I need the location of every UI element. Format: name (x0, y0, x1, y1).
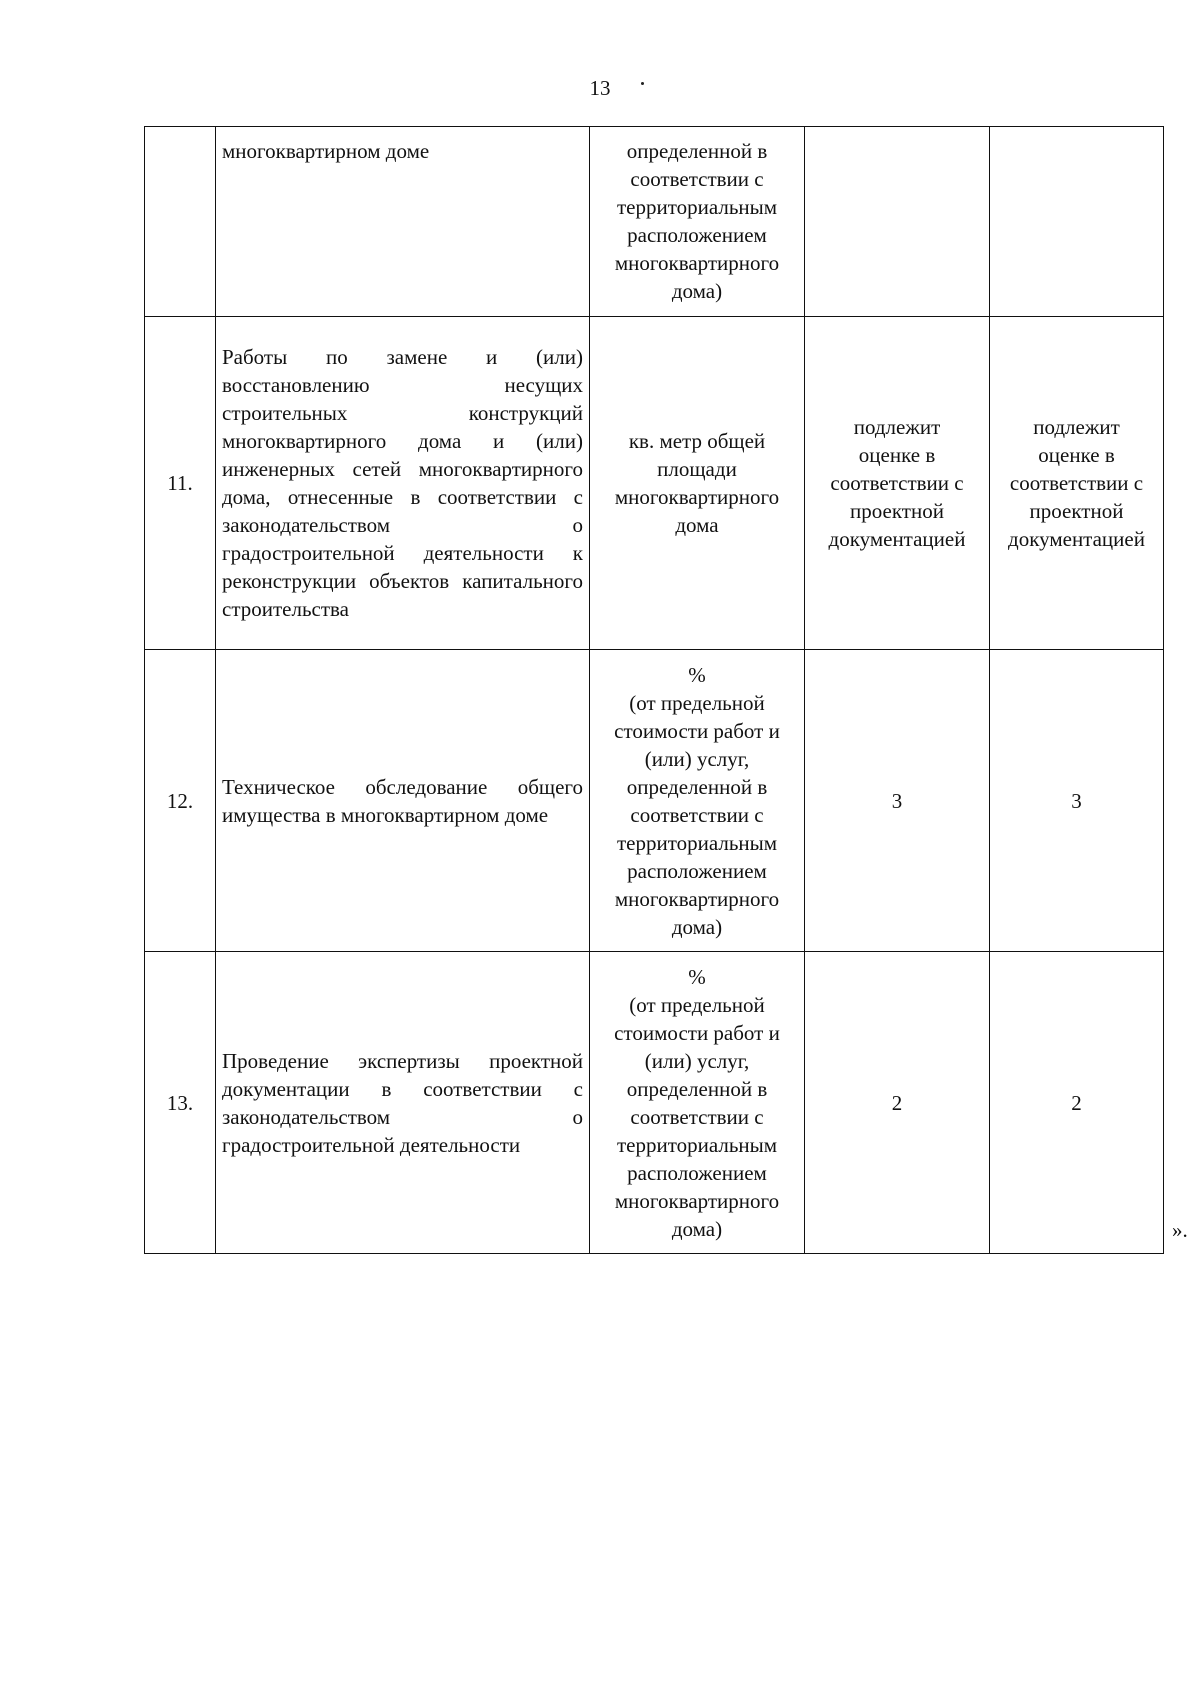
cell-line: расположением (627, 858, 767, 883)
cell-line: расположением (627, 223, 767, 247)
cell-line: подлежит (1033, 415, 1120, 439)
table-row-continuation (145, 127, 1164, 317)
cell-line: многоквартирного (614, 251, 780, 275)
cell-line: определенной в (626, 774, 768, 799)
work-name: Проведение экспертизы проектной документации в соответствии с законодательством о градостроительной деятельности (216, 952, 590, 1254)
scan-dot (641, 82, 644, 85)
cell-line: подлежит (853, 415, 941, 439)
cell-line: (или) услуг, (644, 1048, 750, 1073)
table-row-13 (145, 952, 1164, 1254)
cell-line: многоквартирного (614, 886, 780, 911)
cell-line: % (688, 662, 706, 687)
rates-table (144, 126, 1164, 1254)
cell-line: дома) (671, 914, 723, 939)
cell-line: кв. метр общей (628, 429, 766, 453)
page-number: 13 (589, 76, 611, 100)
cell-line: определенной в (626, 139, 768, 163)
closing-quote: ». (1172, 1218, 1188, 1242)
cell-line: оценке в (858, 443, 936, 467)
row-number: 11. (145, 317, 216, 650)
cell-line: соответствии с (630, 1104, 764, 1129)
cell-line: (от предельной (629, 992, 765, 1017)
cell-line: территориальным (616, 195, 778, 219)
cell-line: многоквартирного (614, 485, 780, 509)
value-cell-2 (990, 317, 1164, 650)
value-cell-1 (805, 650, 990, 952)
cell-line: (или) услуг, (644, 746, 750, 771)
cell-line: дома) (671, 279, 723, 303)
value-cell-2 (990, 952, 1164, 1254)
cell-line: (от предельной (629, 690, 765, 715)
cell-line: проектной (850, 499, 944, 523)
cell-line: расположением (627, 1160, 767, 1185)
cell-line: стоимости работ и (614, 718, 780, 743)
unit-cell (590, 127, 805, 317)
cell-line: документацией (1008, 527, 1145, 551)
unit-cell (590, 317, 805, 650)
unit-cell (590, 650, 805, 952)
value-cell-1 (805, 317, 990, 650)
value-cell-1 (805, 127, 990, 317)
row-number: 12. (145, 650, 216, 952)
cell-line: оценке в (1038, 443, 1115, 467)
work-name: Техническое обследование общего имущества в многоквартирном доме (216, 650, 590, 952)
cell-line: определенной в (626, 1076, 768, 1101)
cell-line: 2 (891, 1090, 903, 1115)
cell-line: соответствии с (1009, 471, 1144, 495)
cell-line: территориальным (616, 1132, 778, 1157)
cell-line: соответствии с (630, 802, 764, 827)
value-cell-2 (990, 650, 1164, 952)
cell-line: площади (657, 457, 737, 481)
value-cell-1 (805, 952, 990, 1254)
cell-line: стоимости работ и (614, 1020, 780, 1045)
table-row-12 (145, 650, 1164, 952)
cell-line: 3 (891, 788, 903, 813)
cell-line: соответствии с (630, 167, 764, 191)
work-name: многоквартирном доме (216, 127, 590, 317)
table-row-11 (145, 317, 1164, 650)
cell-line: дома) (671, 1216, 723, 1241)
cell-line: соответствии с (830, 471, 964, 495)
row-number (145, 127, 216, 317)
cell-line: % (688, 964, 706, 989)
cell-line: территориальным (616, 830, 778, 855)
value-cell-2 (990, 127, 1164, 317)
cell-line: 2 (1071, 1090, 1082, 1115)
cell-line: проектной (1029, 499, 1124, 523)
cell-line: дома (675, 513, 719, 537)
work-name: Работы по замене и (или) восстановлению несущих строительных конструкций многоквартирного дома и (или) инженерных сетей многоквартирного дома, отнесенные в соответствии с законодательством о градостроительной деятельности к реконструкции объектов капитального строительства (216, 317, 590, 650)
cell-line: документацией (828, 527, 966, 551)
cell-line: многоквартирного (614, 1188, 780, 1213)
unit-cell (590, 952, 805, 1254)
cell-line: 3 (1071, 788, 1082, 813)
row-number: 13. (145, 952, 216, 1254)
